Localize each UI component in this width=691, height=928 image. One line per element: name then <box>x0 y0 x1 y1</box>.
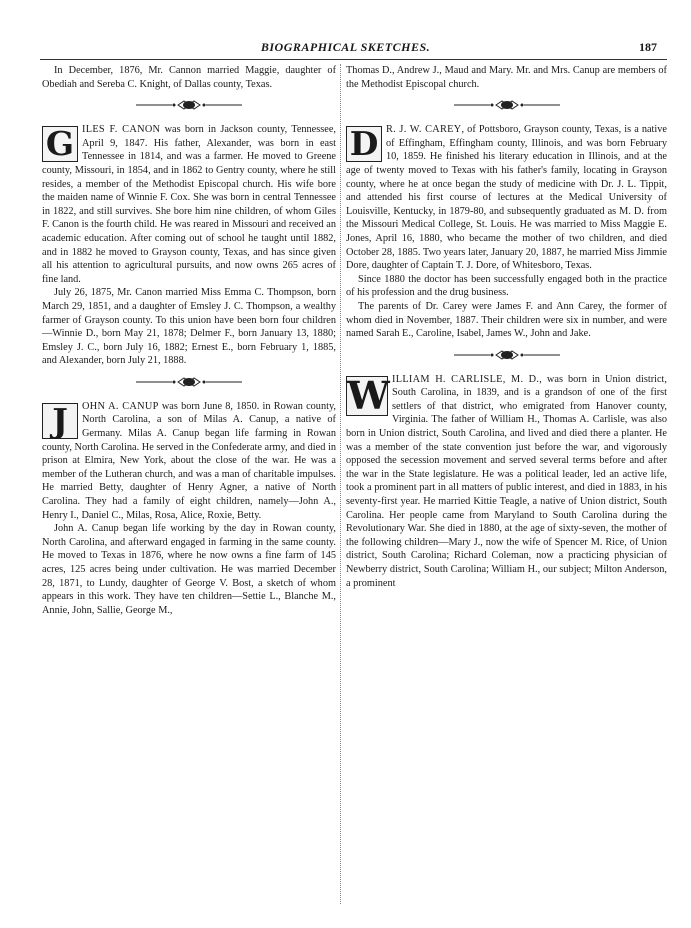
page-header <box>0 40 691 58</box>
canup-paragraph-2: John A. Canup began life working by the day in Rowan county, North Carolina, and afterward engaged in farming in the same county. He moved to Texas in 1876, where he now owns a fine farm of 145 acres, 125 acres being under cultivation. He was married December 28, 1871, to Lundy, daughter of George V. Bost, a sketch of whom appears in this work. They have ten children—Settie L., Blanche M., Annie, John, Sallie, George M., <box>42 523 336 616</box>
carey-name: R. J. W. CAREY <box>386 124 462 136</box>
carlisle-paragraph-1: ILLIAM H. CARLISLE, M. D., was born in Union district, South Carolina, in 1839, and is a grandson of one of the first settlers of that district, who emigrated from Hanover county, Virginia. The father of William H., Thomas A. Carlisle, was also born in Union district, South Carolina, and lived and died there a planter. He was a member of the state convention just before the war, and vigorously opposed the secession movement and served several terms before and after the war in the State legislature. He was a political leader, led an active life, took a prominent part in all matters of public interest, and died in 1883, in his seventy-first year. He married Kittie Teagle, a native of Union district, South Carolina. Her people came from Maryland to South Carolina during the Revolutionary War. She died in 1880, at the age of sixty-seven, the mother of the following children—Mary J., now the wife of Spencer M. Rice, of Union district, South Carolina; Richard Coleman, now a practicing physician of Newberry district, South Carolina; William H., our subject; Milton Anderson, a prominent <box>346 373 667 589</box>
canon-name: ILES F. CANON <box>82 124 161 136</box>
header-rule <box>40 59 667 60</box>
drop-cap-g: G <box>42 126 78 162</box>
carey-paragraph-2: Since 1880 the doctor has been successfully engaged both in the practice of his profession and the drug business. <box>346 273 667 299</box>
right-column <box>346 64 667 590</box>
column-divider <box>340 64 341 904</box>
drop-cap-w: W <box>347 372 390 418</box>
drop-cap-d: D <box>346 126 382 162</box>
ornamental-divider-icon <box>42 376 336 390</box>
drop-cap-j: J <box>42 403 78 439</box>
canup-continuation: Thomas D., Andrew J., Maud and Mary. Mr. and Mrs. Canup are members of the Methodist Episcopal church. <box>346 65 667 90</box>
carlisle-name: ILLIAM H. CARLISLE, M. D. <box>392 373 540 385</box>
left-column <box>42 64 336 617</box>
carey-paragraph-1: R. J. W. CAREY, of Pottsboro, Grayson county, Texas, is a native of Effingham, Effingham county, Illinois, and was born February 10, 1859. He finished his literary education in Illinois, and at the age of twenty moved to Texas with his father's family, locating in Grayson county, where he at once began the study of medicine with Dr. J. L. Tippit, and attended his first course of lectures at the Medical University of Louisville, Kentucky, in 1879-80, and subsequently graduated as M. D. from the Missouri Medical College, St. Louis. He was married to Miss Maggie E. Jones, April 16, 1880, who became the mother of two children, and died October 28, 1885. Two years later, January 20, 1887, he married Miss Jimmie Dore, daughter of Captain T. J. Dore, of Whitesboro, Texas. <box>346 124 667 272</box>
running-head: BIOGRAPHICAL SKETCHES. <box>260 40 431 54</box>
canon-paragraph-1: ILES F. CANON was born in Jackson county, Tennessee, April 9, 1847. His father, Alexander, was born in east Tennessee in 1814, and was a farmer. He moved to Greene county, Missouri, in 1854, and in 1862 to Gentry county, where he still resides, a member of the Methodist Episcopal church. His wife bore the maiden name of Winnie F. Cox. She was born in central Tennessee in 1822, and still survives. She bore him nine children, of whom Giles F. Canon is the fourth child. He was reared in Missouri and received an academic education. After coming out of school he taught until 1882, and in 1882 he moved to Grayson county, Texas, and has since given all his attention to agricultural pursuits, and now owns 265 acres of fine land. <box>42 124 336 285</box>
canup-sketch <box>42 400 336 618</box>
canup-name: OHN A. CANUP <box>82 400 159 412</box>
canon-paragraph-2: July 26, 1875, Mr. Canon married Miss Emma C. Thompson, born March 29, 1851, and a daughter of Emsley J. C. Thompson, a wealthy farmer of Grayson county. To this union have been born four children—Winnie D., born May 21, 1878; Delmer F., born January 13, 1880; Emsley J. C., born July 16, 1882; Ernest E., born February 1, 1885, and Alexander, born July 21, 1888. <box>42 287 336 367</box>
cannon-marriage-paragraph: In December, 1876, Mr. Cannon married Maggie, daughter of Obediah and Sereba C. Knight, of Dallas county, Texas. <box>42 65 336 90</box>
canon-sketch <box>42 123 336 368</box>
page-number: 187 <box>639 40 657 54</box>
carlisle-sketch <box>346 373 667 591</box>
ornamental-divider-icon <box>346 349 667 363</box>
ornamental-divider-icon <box>42 99 336 113</box>
ornamental-divider-icon <box>346 99 667 113</box>
carey-paragraph-3: The parents of Dr. Carey were James F. and Ann Carey, the former of whom died in November, 1887. Their children were six in number, and were named Sarah E., Caroline, Isabel, James W., John and Jake. <box>346 300 667 340</box>
carey-sketch <box>346 123 667 341</box>
canup-paragraph-1: OHN A. CANUP was born June 8, 1850. in Rowan county, North Carolina, a son of Milas A. Canup, a native of Germany. Milas A. Canup began life farming in Rowan county, North Carolina. He served in the Confederate army, and died in prison at Elmira, New York, about the close of the war. He was a member of the Lutheran church, and was a man of charitable impulses. He married Betty, daughter of Henry Agner, a native of North Carolina. They had a family of eight children, namely—John A., Henry I., Daniel C., Milas, Rosa, Alice, Roxie, Betty. <box>42 400 337 521</box>
